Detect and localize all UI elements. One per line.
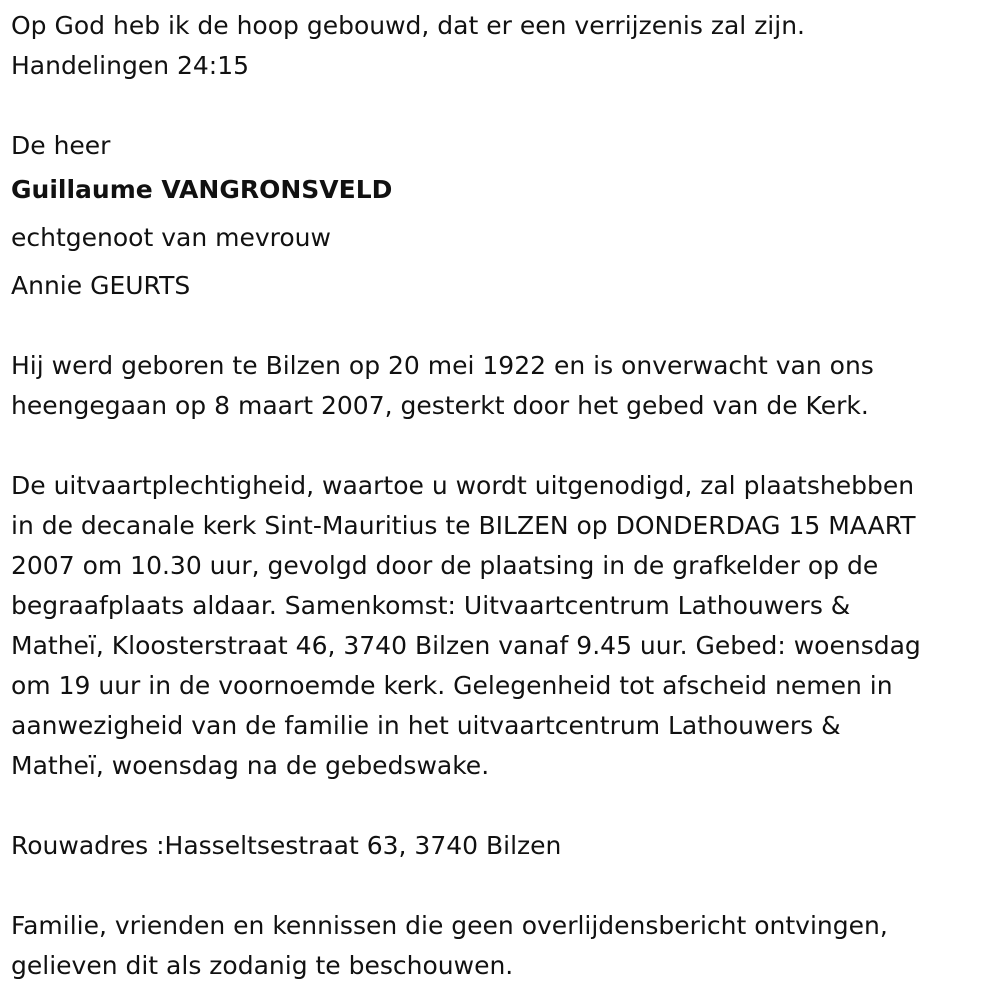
bible-quote [11, 6, 991, 86]
paragraph-line: 2007 om 10.30 uur, gevolgd door de plaatsing in de grafkelder op de [11, 551, 879, 580]
paragraph-line: heengegaan op 8 maart 2007, gesterkt door het gebed van de Kerk. [11, 391, 869, 420]
salutation: De heer [11, 131, 111, 160]
paragraph-line: in de decanale kerk Sint-Mauritius te BILZEN op DONDERDAG 15 MAART [11, 511, 916, 540]
paragraph-line: om 19 uur in de voornoemde kerk. Gelegenheid tot afscheid nemen in [11, 671, 893, 700]
paragraph-line: aanwezigheid van de familie in het uitvaartcentrum Lathouwers & [11, 711, 841, 740]
relation: echtgenoot van mevrouw [11, 223, 331, 252]
paragraph-line: begraafplaats aldaar. Samenkomst: Uitvaartcentrum Lathouwers & [11, 591, 851, 620]
ceremony-paragraph [11, 466, 991, 786]
quote-reference: Handelingen 24:15 [11, 51, 250, 80]
birth-death-paragraph [11, 346, 991, 426]
obituary-text [11, 6, 991, 986]
paragraph-line: Matheï, woensdag na de gebedswake. [11, 751, 490, 780]
spouse-name: Annie GEURTS [11, 271, 191, 300]
deceased-block [11, 126, 991, 310]
paragraph-line: De uitvaartplechtigheid, waartoe u wordt uitgenodigd, zal plaatshebben [11, 471, 915, 500]
closing-paragraph [11, 906, 991, 986]
quote-text: Op God heb ik de hoop gebouwd, dat er een verrijzenis zal zijn. [11, 11, 805, 40]
spacer [11, 786, 991, 826]
spacer [11, 86, 991, 126]
spacer [11, 310, 991, 346]
spacer [11, 426, 991, 466]
paragraph-line: Familie, vrienden en kennissen die geen overlijdensbericht ontvingen, [11, 911, 888, 940]
paragraph-line: Matheï, Kloosterstraat 46, 3740 Bilzen vanaf 9.45 uur. Gebed: woensdag [11, 631, 921, 660]
deceased-name: Guillaume VANGRONSVELD [11, 175, 393, 204]
mourning-address: Rouwadres :Hasseltsestraat 63, 3740 Bilzen [11, 831, 562, 860]
spacer [11, 866, 991, 906]
paragraph-line: gelieven dit als zodanig te beschouwen. [11, 951, 514, 980]
paragraph-line: Hij werd geboren te Bilzen op 20 mei 1922 en is onverwacht van ons [11, 351, 874, 380]
